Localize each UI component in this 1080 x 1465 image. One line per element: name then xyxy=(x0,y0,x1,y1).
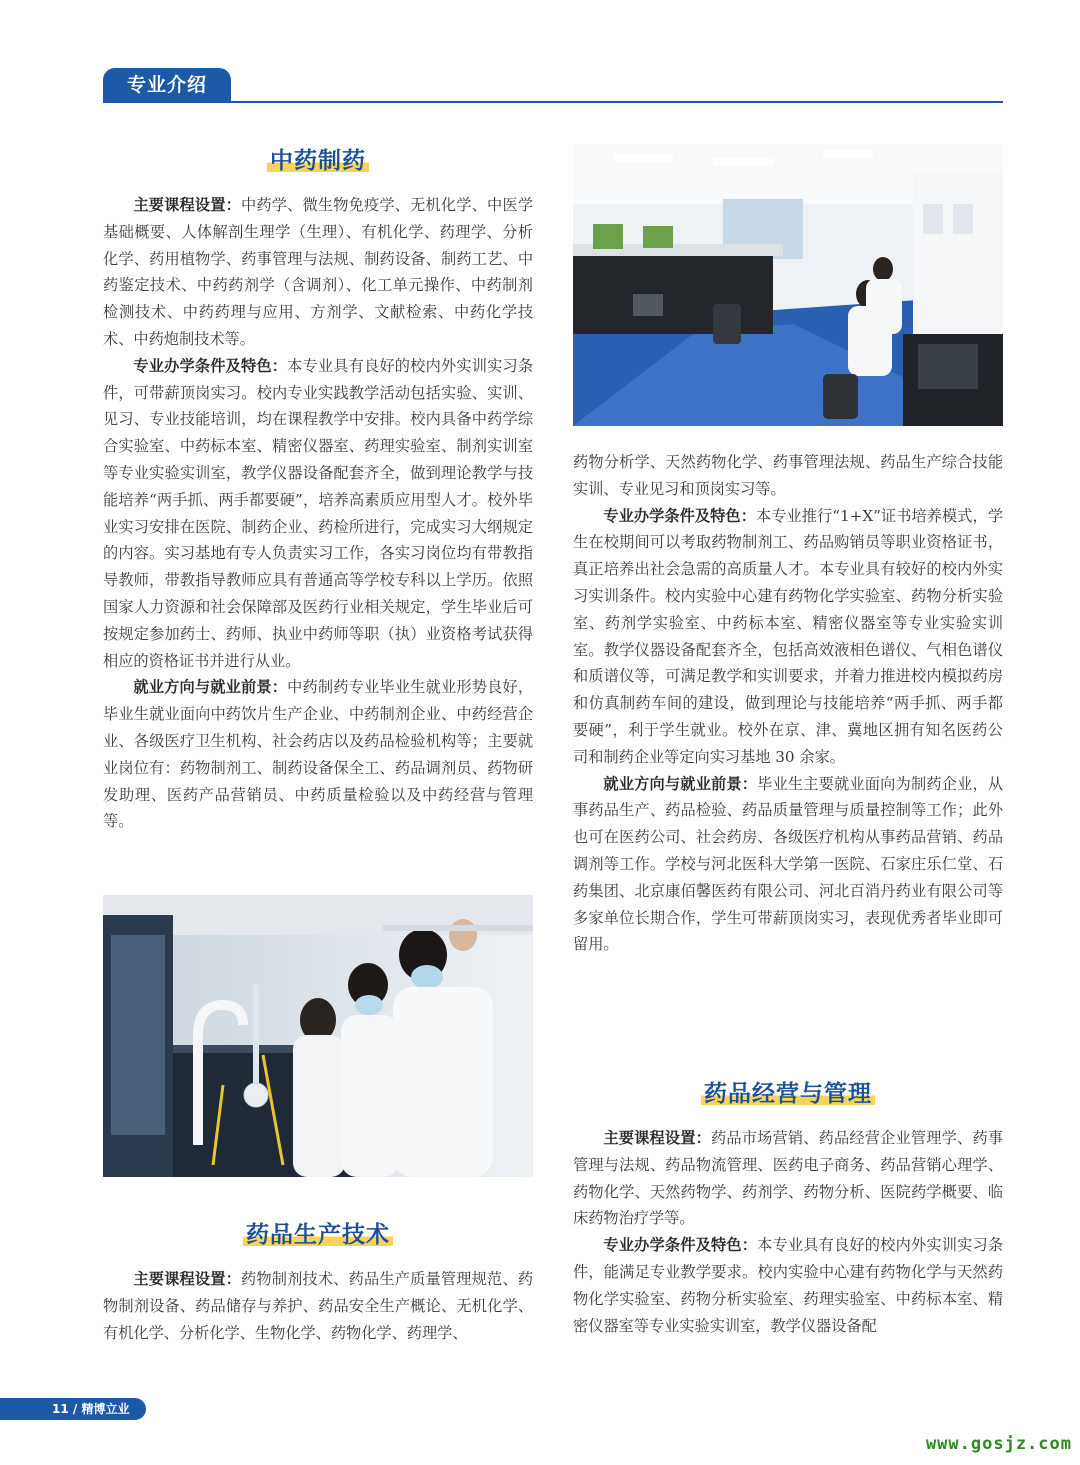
shengchan-conditions xyxy=(573,503,1003,771)
shengchan-employment-text: 毕业生主要就业面向为制药企业，从事药品生产、药品检验、药品质量管理与质量控制等工作；此外也可在医药公司、社会药房、各级医疗机构从事药品营销、药品调剂等工作。学校与河北医科大学第一医院、石家庄乐仁堂、石药集团、北京康佰馨医药有限公司、河北百消丹药业有限公司等多家单位长期合作，学生可带薪顶岗实习，表现优秀者毕业即可留用。 xyxy=(573,774,1004,954)
zhongyao-conditions-text: 本专业具有良好的校内外实训实习条件，可带薪顶岗实习。校内专业实践教学活动包括实验、实训、见习、专业技能培训，均在课程教学中安排。校内具备中药学综合实验室、中药标本室、精密仪器室、药理实验室、制剂实训室等专业实验实训室，教学仪器设备配套齐全，做到理论教学与技能培养“两手抓、两手都要硬”，培养高素质应用型人才。校外毕业实习安排在医院、制药企业、药检所进行，完成实习大纲规定的内容。实习基地有专人负责实习工作，各实习岗位均有带教指导教师，带教指导教师应具有普通高等学校专科以上学历。依照国家人力资源和社会保障部及医药行业相关规定，学生毕业后可按规定参加药士、药师、执业中药师等职（执）业资格考试获得相应的资格证书并进行从业。 xyxy=(103,356,534,670)
shengchan-conditions-label: 专业办学条件及特色： xyxy=(603,506,756,525)
shengchan-conditions-text: 本专业推行“1+X”证书培养模式，学生在校期间可以考取药物制剂工、药品购销员等职业资格证书，真正培养出社会急需的高质量人才。本专业具有较好的校内外实习实训条件。校内实验中心建有药物化学实验室、药物分析实验室、药剂学实验室、中药标本室、精密仪器室等专业实验实训室。教学仪器设备配套齐全，包括高效液相色谱仪、气相色谱仪和质谱仪等，可满足教学和实训要求，并着力推进校内模拟药房和仿真制药车间的建设，做到理论与技能培养“两手抓、两手都要硬”，利于学生就业。校外在京、津、冀地区拥有知名医药公司和制药企业等定向实习基地 30 余家。 xyxy=(573,506,1004,766)
zhongyao-body xyxy=(103,192,533,835)
header-rule xyxy=(103,101,1003,103)
site-watermark: www.gosjz.com xyxy=(925,1434,1072,1454)
jingying-courses xyxy=(573,1125,1003,1232)
shengchan-courses-label: 主要课程设置： xyxy=(133,1270,242,1288)
zhongyao-conditions xyxy=(103,353,533,675)
shengchan-body-right xyxy=(573,449,1003,958)
heading-shengchan-text: 药品生产技术 xyxy=(243,1222,393,1248)
shengchan-courses xyxy=(103,1266,533,1346)
jingying-conditions xyxy=(573,1232,1003,1339)
zhongyao-employment-text: 中药制药专业毕业生就业形势良好，毕业生就业面向中药饮片生产企业、中药制剂企业、中药经营企业、各级医疗卫生机构、社会药店以及药品检验机构等；主要就业岗位有：药物制剂工、制药设备保全工、药品调剂员、药物研发助理、医药产品营销员、中药质量检验以及中药经营与管理等。 xyxy=(103,678,534,831)
zhongyao-courses-label: 主要课程设置： xyxy=(133,196,242,214)
heading-zhongyao-text: 中药制药 xyxy=(267,148,369,174)
computer-lab-illustration xyxy=(573,144,1003,426)
zhongyao-courses-text: 中药学、微生物免疫学、无机化学、中医学基础概要、人体解剖生理学（生理）、有机化学、药理学、分析化学、药用植物学、药事管理与法规、制药设备、制药工艺、中药鉴定技术、中药药剂学（含调剂）、化工单元操作、中药制剂检测技术、中药药理与应用、方剂学、文献检索、中药化学技术、中药炮制技术等。 xyxy=(103,196,534,348)
jingying-conditions-label: 专业办学条件及特色： xyxy=(603,1236,758,1255)
jingying-body xyxy=(573,1125,1003,1339)
zhongyao-employment-label: 就业方向与就业前景： xyxy=(133,678,288,697)
heading-jingying-text: 药品经营与管理 xyxy=(701,1081,875,1107)
heading-zhongyao xyxy=(103,142,533,175)
shengchan-employment xyxy=(573,771,1003,959)
jingying-courses-text: 药品市场营销、药品经营企业管理学、药事管理与法规、药品物流管理、医药电子商务、药品营销心理学、药物化学、天然药物学、药剂学、药物分析、医院药学概要、临床药物治疗学等。 xyxy=(573,1129,1004,1228)
zhongyao-employment xyxy=(103,674,533,835)
students-lab-illustration xyxy=(103,895,533,1177)
shengchan-courses-text: 药物制剂技术、药品生产质量管理规范、药物制剂设备、药品储存与养护、药品安全生产概论、无机化学、有机化学、分析化学、生物化学、药物化学、药理学、 xyxy=(103,1270,534,1342)
shengchan-employment-label: 就业方向与就业前景： xyxy=(603,774,758,793)
section-tab: 专业介绍 xyxy=(103,68,231,102)
photo-students-lab xyxy=(103,895,533,1177)
heading-jingying xyxy=(573,1075,1003,1108)
photo-computer-lab xyxy=(573,144,1003,426)
zhongyao-courses xyxy=(103,192,533,353)
page-number-tab: 11 / 精博立业 xyxy=(0,1398,146,1420)
shengchan-body-left xyxy=(103,1266,533,1346)
jingying-conditions-text: 本专业具有良好的校内外实训实习条件，能满足专业教学要求。校内实验中心建有药物化学与天然药物化学实验室、药物分析实验室、药理实验室、中药标本室、精密仪器室等专业实验实训室，教学仪器设备配 xyxy=(573,1236,1004,1335)
shengchan-courses-cont: 药物分析学、天然药物化学、药事管理法规、药品生产综合技能实训、专业见习和顶岗实习等。 xyxy=(573,453,1003,498)
zhongyao-conditions-label: 专业办学条件及特色： xyxy=(133,356,288,375)
jingying-courses-label: 主要课程设置： xyxy=(603,1129,712,1147)
heading-shengchan xyxy=(103,1216,533,1249)
